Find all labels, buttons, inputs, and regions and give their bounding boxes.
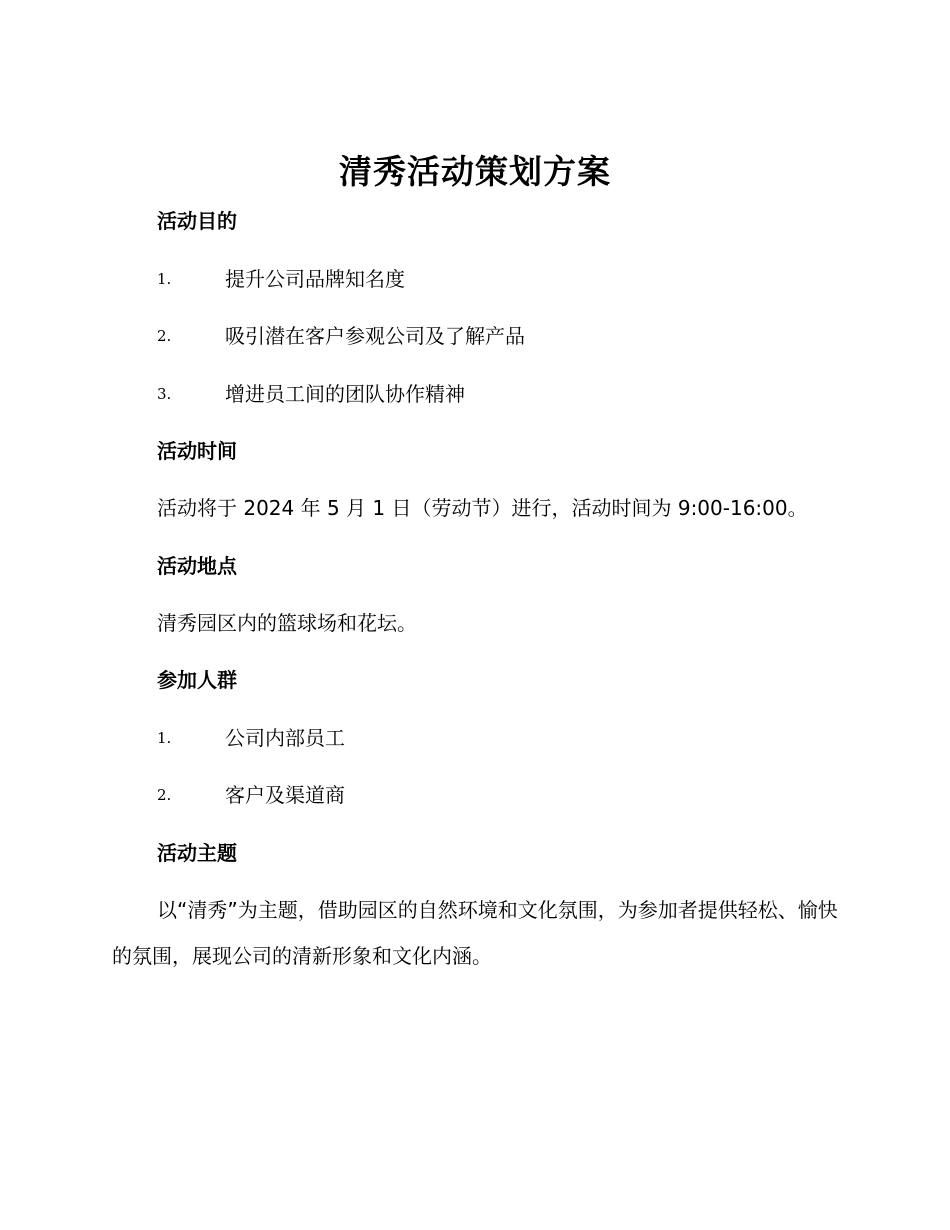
theme-paragraph: 以“清秀”为主题，借助园区的自然环境和文化氛围，为参加者提供轻松、愉快的氛围，展现公司的清新形象和文化内涵。 <box>112 898 838 968</box>
list-item-text: 吸引潜在客户参观公司及了解产品 <box>225 324 525 348</box>
section-heading-location: 活动地点 <box>157 554 237 578</box>
list-item-text: 增进员工间的团队协作精神 <box>225 382 465 406</box>
list-item-number: 2. <box>157 327 172 345</box>
section-heading-participants: 参加人群 <box>157 668 237 692</box>
list-item-number: 1. <box>157 729 172 747</box>
section-heading-time: 活动时间 <box>157 439 237 463</box>
list-item-number: 1. <box>157 270 172 288</box>
list-item-text: 公司内部员工 <box>225 726 345 750</box>
time-paragraph: 活动将于 2024 年 5 月 1 日（劳动节）进行，活动时间为 9:00-16:00。 <box>157 496 808 520</box>
list-item-number: 3. <box>157 385 172 403</box>
list-item-text: 提升公司品牌知名度 <box>225 267 405 291</box>
section-heading-theme: 活动主题 <box>157 841 237 865</box>
document-title: 清秀活动策划方案 <box>339 152 611 191</box>
list-item-text: 客户及渠道商 <box>225 783 345 807</box>
list-item-number: 2. <box>157 786 172 804</box>
section-heading-purpose: 活动目的 <box>157 209 237 233</box>
location-paragraph: 清秀园区内的篮球场和花坛。 <box>157 611 417 635</box>
